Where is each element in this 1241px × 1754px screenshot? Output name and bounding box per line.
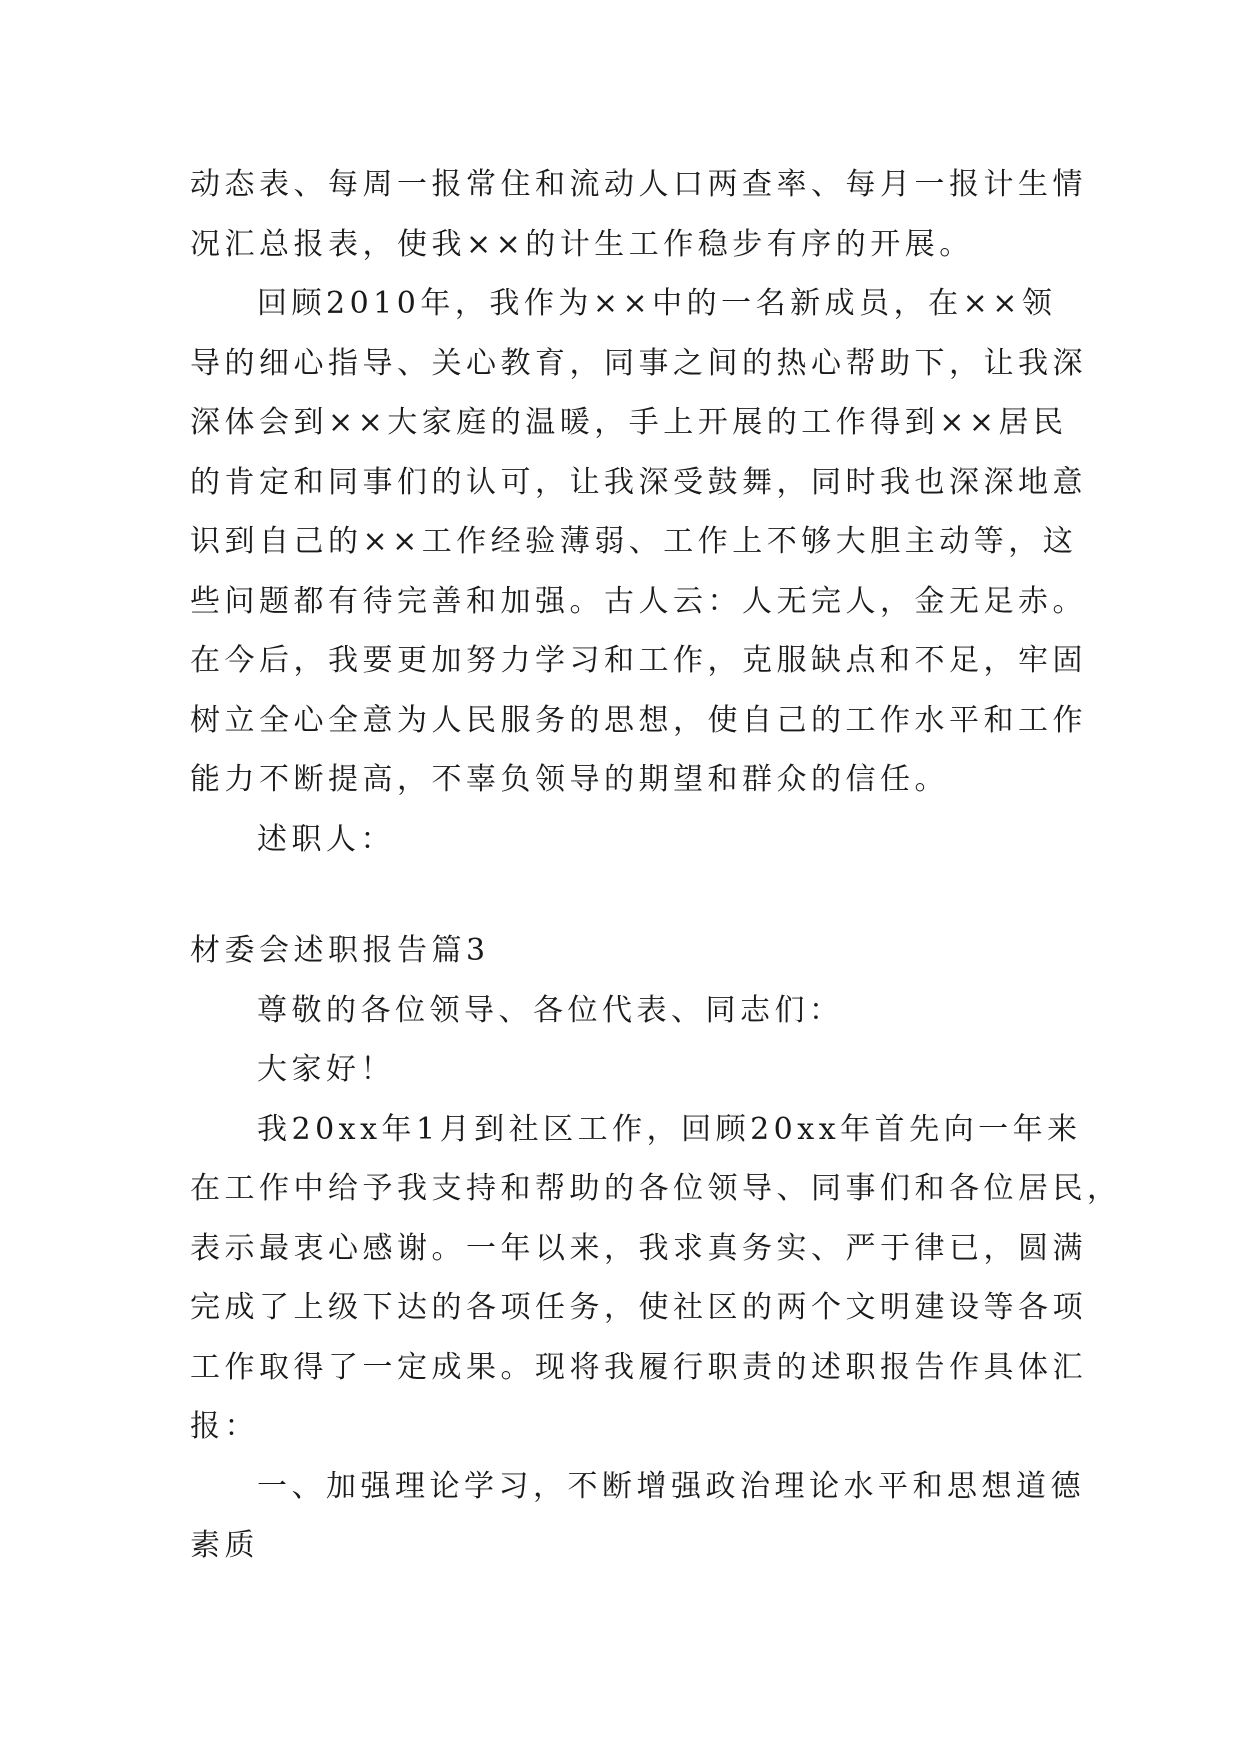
paragraph-line: 动态表、每周一报常住和流动人口两查率、每月一报计生情 [190,167,1087,202]
paragraph-line: 的肯定和同事们的认可，让我深受鼓舞，同时我也深深地意 [190,464,1087,500]
section-heading: 材委会述职报告篇3 [190,933,490,968]
paragraph-line: 些问题都有待完善和加强。古人云：人无完人，金无足赤。 [190,583,1087,619]
paragraph-line: 完成了上级下达的各项任务，使社区的两个文明建设等各项 [190,1290,1087,1325]
paragraph-line: 回顾2010年，我作为××中的一名新成员，在××领 [257,286,1057,321]
paragraph-line: 况汇总报表，使我××的计生工作稳步有序的开展。 [190,226,974,262]
paragraph-line: 表示最衷心感谢。一年以来，我求真务实、严于律已，圆满 [190,1230,1087,1266]
paragraph-line: 素质 [190,1528,259,1563]
paragraph-line: 树立全心全意为人民服务的思想，使自己的工作水平和工作 [190,702,1087,738]
paragraph-line: 深体会到××大家庭的温暖，手上开展的工作得到××居民 [190,405,1068,440]
section-gap [190,869,1070,921]
signature-label: 述职人： [257,821,395,857]
greeting: 大家好！ [257,1052,395,1087]
salutation: 尊敬的各位领导、各位代表、同志们： [257,992,844,1028]
paragraph-line: 报： [190,1409,259,1444]
paragraph-line: 能力不断提高，不辜负领导的期望和群众的信任。 [190,762,949,797]
subsection-heading: 一、加强理论学习，不断增强政治理论水平和思想道德 [257,1468,1085,1504]
paragraph-line: 识到自己的××工作经验薄弱、工作上不够大胆主动等，这 [190,524,1078,559]
paragraph-line: 我20xx年1月到社区工作，回顾20xx年首先向一年来 [257,1111,1082,1147]
paragraph-line: 在工作中给予我支持和帮助的各位领导、同事们和各位居民， [190,1171,1122,1206]
paragraph-line: 导的细心指导、关心教育，同事之间的热心帮助下，让我深 [190,345,1087,381]
paragraph-line: 在今后，我要更加努力学习和工作，克服缺点和不足，牢固 [190,643,1087,678]
paragraph-line: 工作取得了一定成果。现将我履行职责的述职报告作具体汇 [190,1349,1087,1385]
document-body [190,155,1122,1576]
